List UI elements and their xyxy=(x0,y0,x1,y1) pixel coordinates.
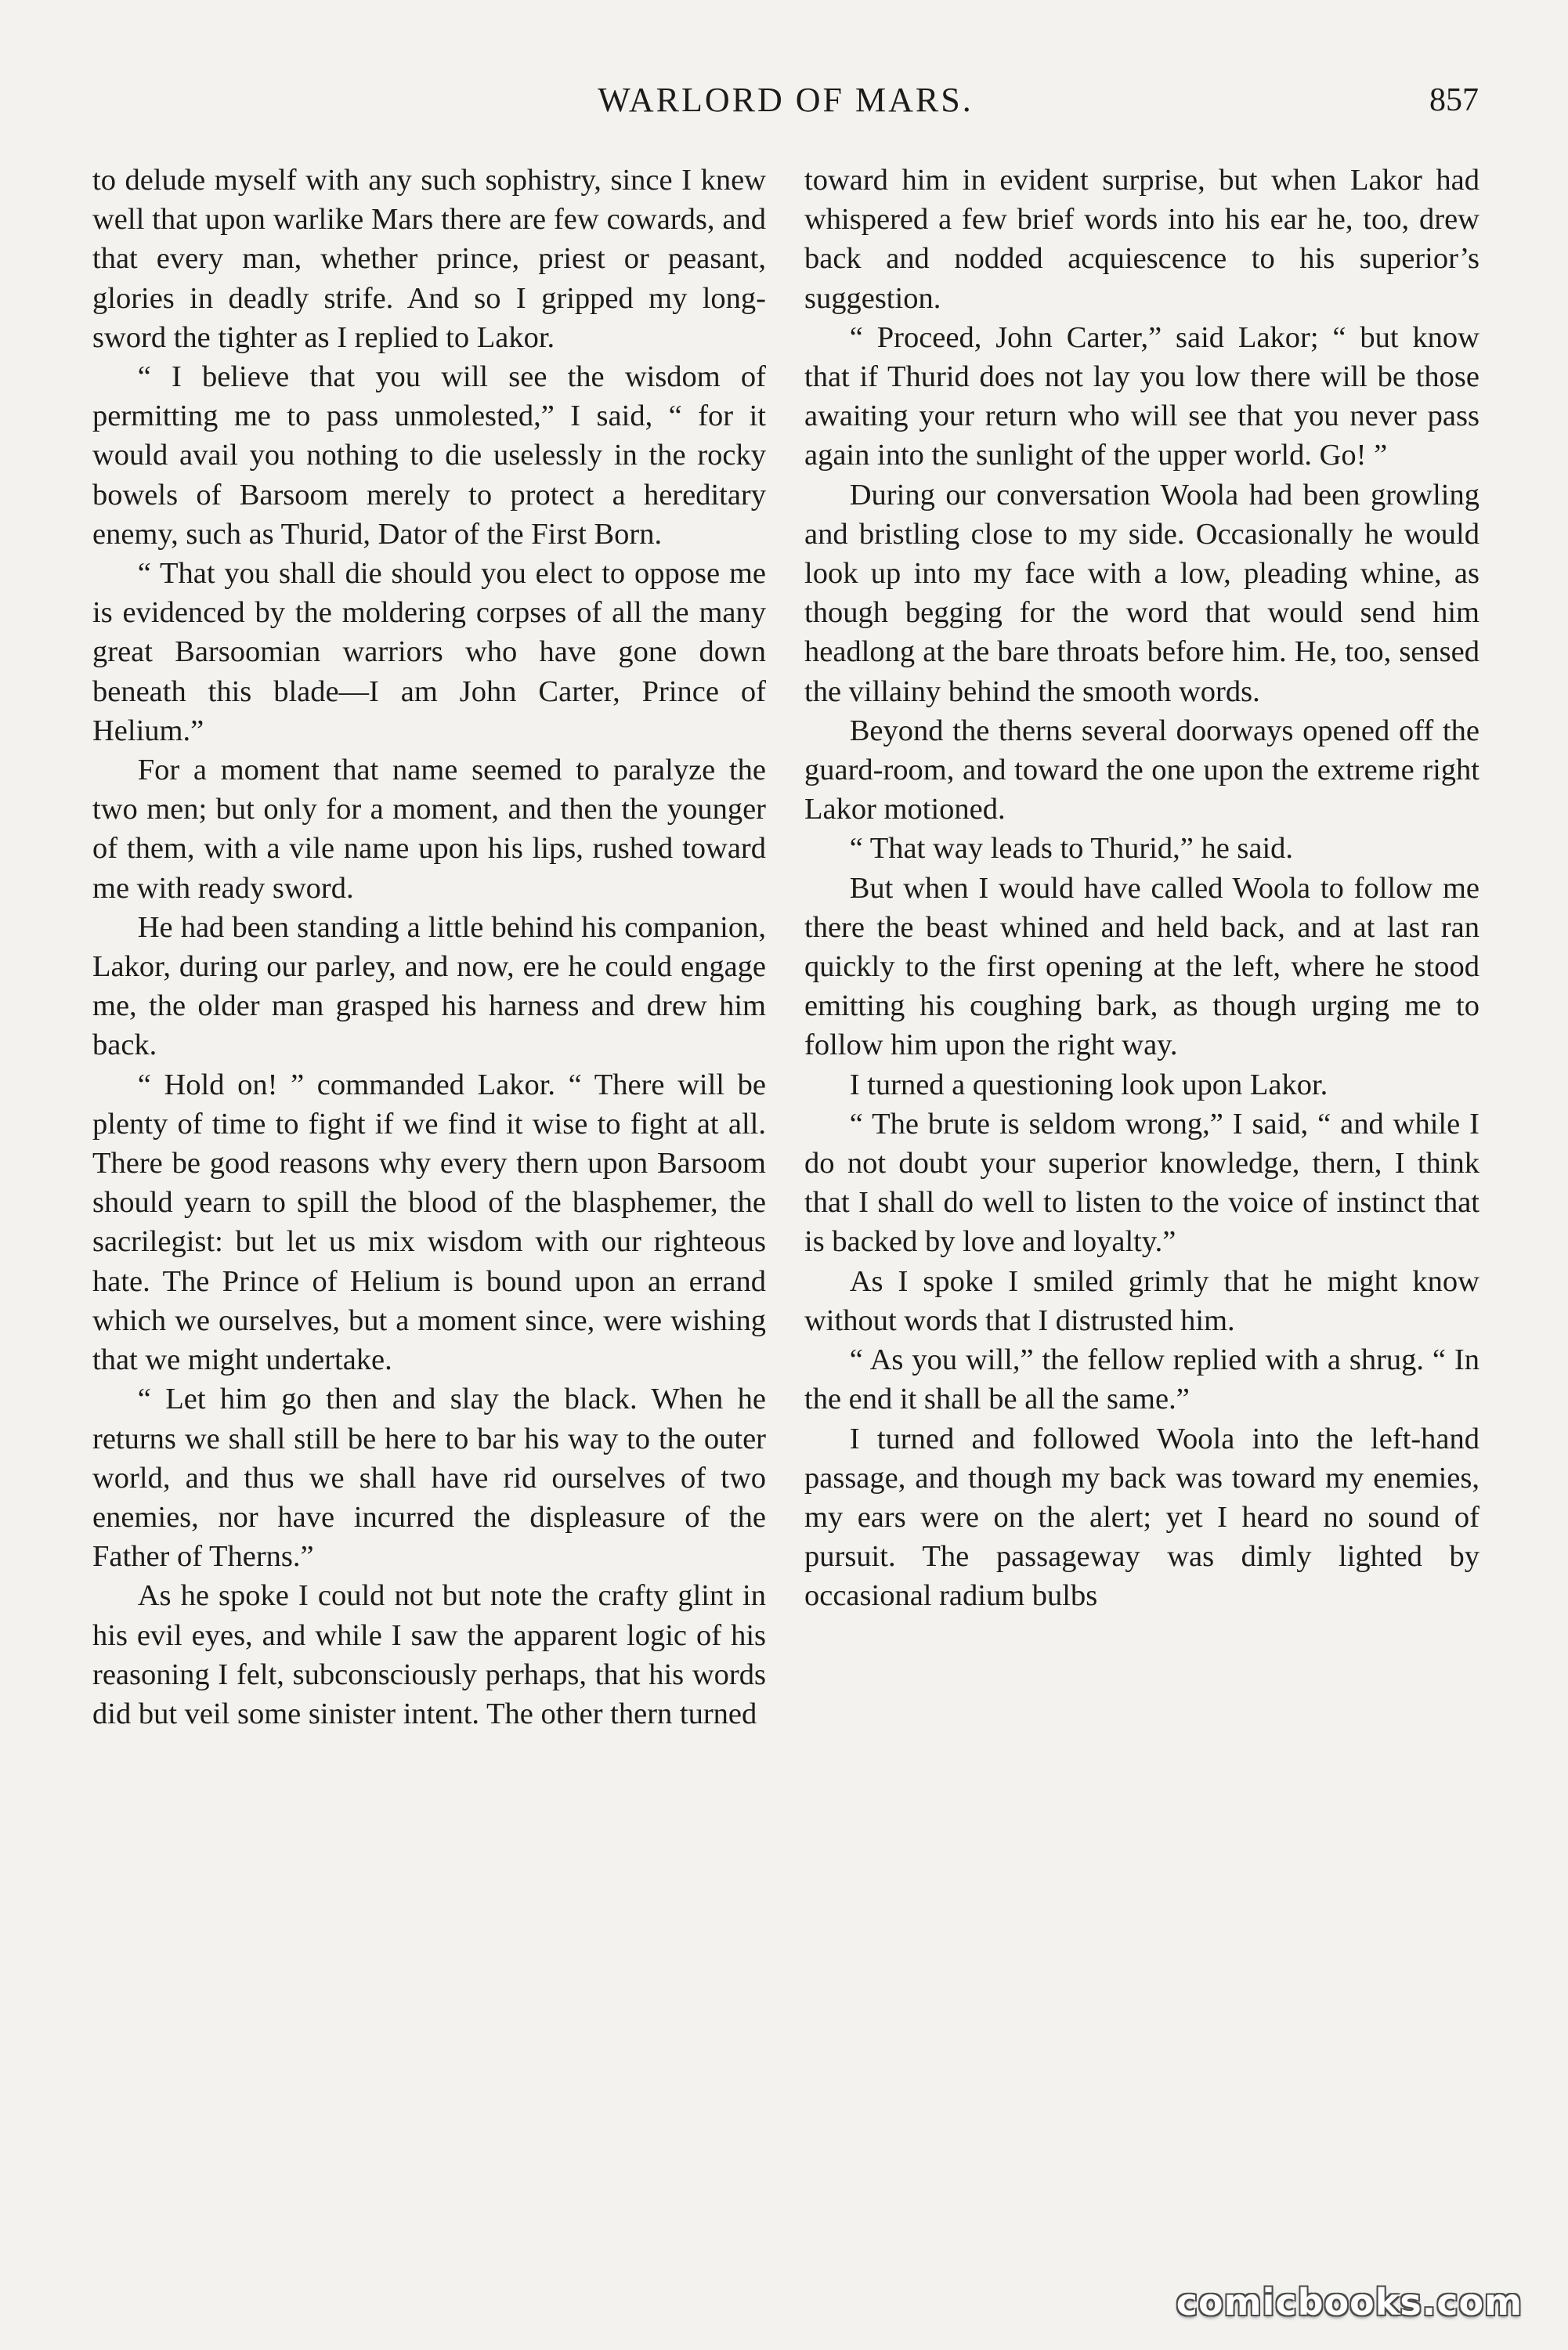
paragraph: “ I believe that you will see the wisdom of permitting me to pass unmolested,” I said, “ for it would avail you nothing to die uselessly in the rocky bowels of Barsoom merely to protect a hereditary enemy, such as Thurid, Dator of the First Born. xyxy=(92,360,766,551)
paragraph: “ That way leads to Thurid,” he said. xyxy=(849,832,1294,866)
paragraph: “ Proceed, John Carter,” said Lakor; “ but know that if Thurid does not lay you low there will be those awaiting your return who will see that you never pass again into the sunlight of the upper world. Go! ” xyxy=(804,320,1479,472)
paragraph: “ As you will,” the fellow replied with a shrug. “ In the end it shall be all the same.” xyxy=(804,1343,1479,1416)
site-watermark: comicbooks.com xyxy=(1176,2281,1523,2323)
paragraph: As he spoke I could not but note the crafty glint in his evil eyes, and while I saw the apparent logic of his reasoning I felt, subconsciously perhaps, that his words did but veil some sinister intent. The other thern turned xyxy=(92,1579,766,1730)
page-number: 857 xyxy=(1429,82,1479,118)
paragraph: He had been standing a little behind his companion, Lakor, during our parley, and now, ere he could engage me, the older man grasped his harness and drew him back. xyxy=(92,910,766,1062)
paragraph: I turned and followed Woola into the left-hand passage, and though my back was toward my enemies, my ears were on the alert; yet I heard no sound of pursuit. The passageway was dimly lighted by occasional radium bulbs xyxy=(804,1422,1479,1613)
paragraph: “ Let him go then and slay the black. When he returns we shall still be here to bar his way to the outer world, and thus we shall have rid ourselves of two enemies, nor have incurred the displeasure of the Father of Therns.” xyxy=(92,1383,766,1574)
paragraph: Beyond the therns several doorways opened off the guard-room, and toward the one upon the extreme right Lakor motioned. xyxy=(804,714,1479,826)
running-title: WARLORD OF MARS. xyxy=(598,81,974,119)
paragraph: to delude myself with any such sophistry, since I knew well that upon warlike Mars there are few cowards, and that every man, whether prince, priest or peasant, glories in deadly strife. And so I gripped my long-sword the tighter as I replied to Lakor. xyxy=(92,164,766,354)
paragraph: During our conversation Woola had been growling and bristling close to my side. Occasionally he would look up into my face with a low, pleading whine, as though begging for the word that would send him headlong at the bare throats before him. He, too, sensed the villainy behind the smooth words. xyxy=(804,478,1479,708)
paragraph: For a moment that name seemed to paralyze the two men; but only for a moment, and then the younger of them, with a vile name upon his lips, rushed toward me with ready sword. xyxy=(92,754,766,905)
page-header xyxy=(92,77,1479,132)
right-column xyxy=(804,161,1479,2276)
paragraph: I turned a questioning look upon Lakor. xyxy=(849,1068,1328,1101)
paragraph: “ The brute is seldom wrong,” I said, “ and while I do not doubt your superior knowledge, thern, I think that I shall do well to listen to the voice of instinct that is backed by love and loyalty.” xyxy=(804,1107,1479,1259)
left-column xyxy=(92,161,766,2276)
paragraph: But when I would have called Woola to follow me there the beast whined and held back, and at last ran quickly to the first opening at the left, where he stood emitting his coughing bark, as though urging me to follow him upon the right way. xyxy=(804,871,1479,1062)
paragraph: As I spoke I smiled grimly that he might know without words that I distrusted him. xyxy=(804,1264,1479,1337)
paragraph: toward him in evident surprise, but when Lakor had whispered a few brief words into his ear he, too, drew back and nodded acquiescence to his superior’s suggestion. xyxy=(804,164,1479,315)
paragraph: “ That you shall die should you elect to oppose me is evidenced by the moldering corpses of all the many great Barsoomian warriors who have gone down beneath this blade—I am John Carter, Prince of Helium.” xyxy=(92,557,766,747)
paragraph: “ Hold on! ” commanded Lakor. “ There will be plenty of time to fight if we find it wise to fight at all. There be good reasons why every thern upon Barsoom should yearn to spill the blood of the blasphemer, the sacrilegist: but let us mix wisdom with our righteous hate. The Prince of Helium is bound upon an errand which we ourselves, but a moment since, were wishing that we might undertake. xyxy=(92,1068,766,1377)
